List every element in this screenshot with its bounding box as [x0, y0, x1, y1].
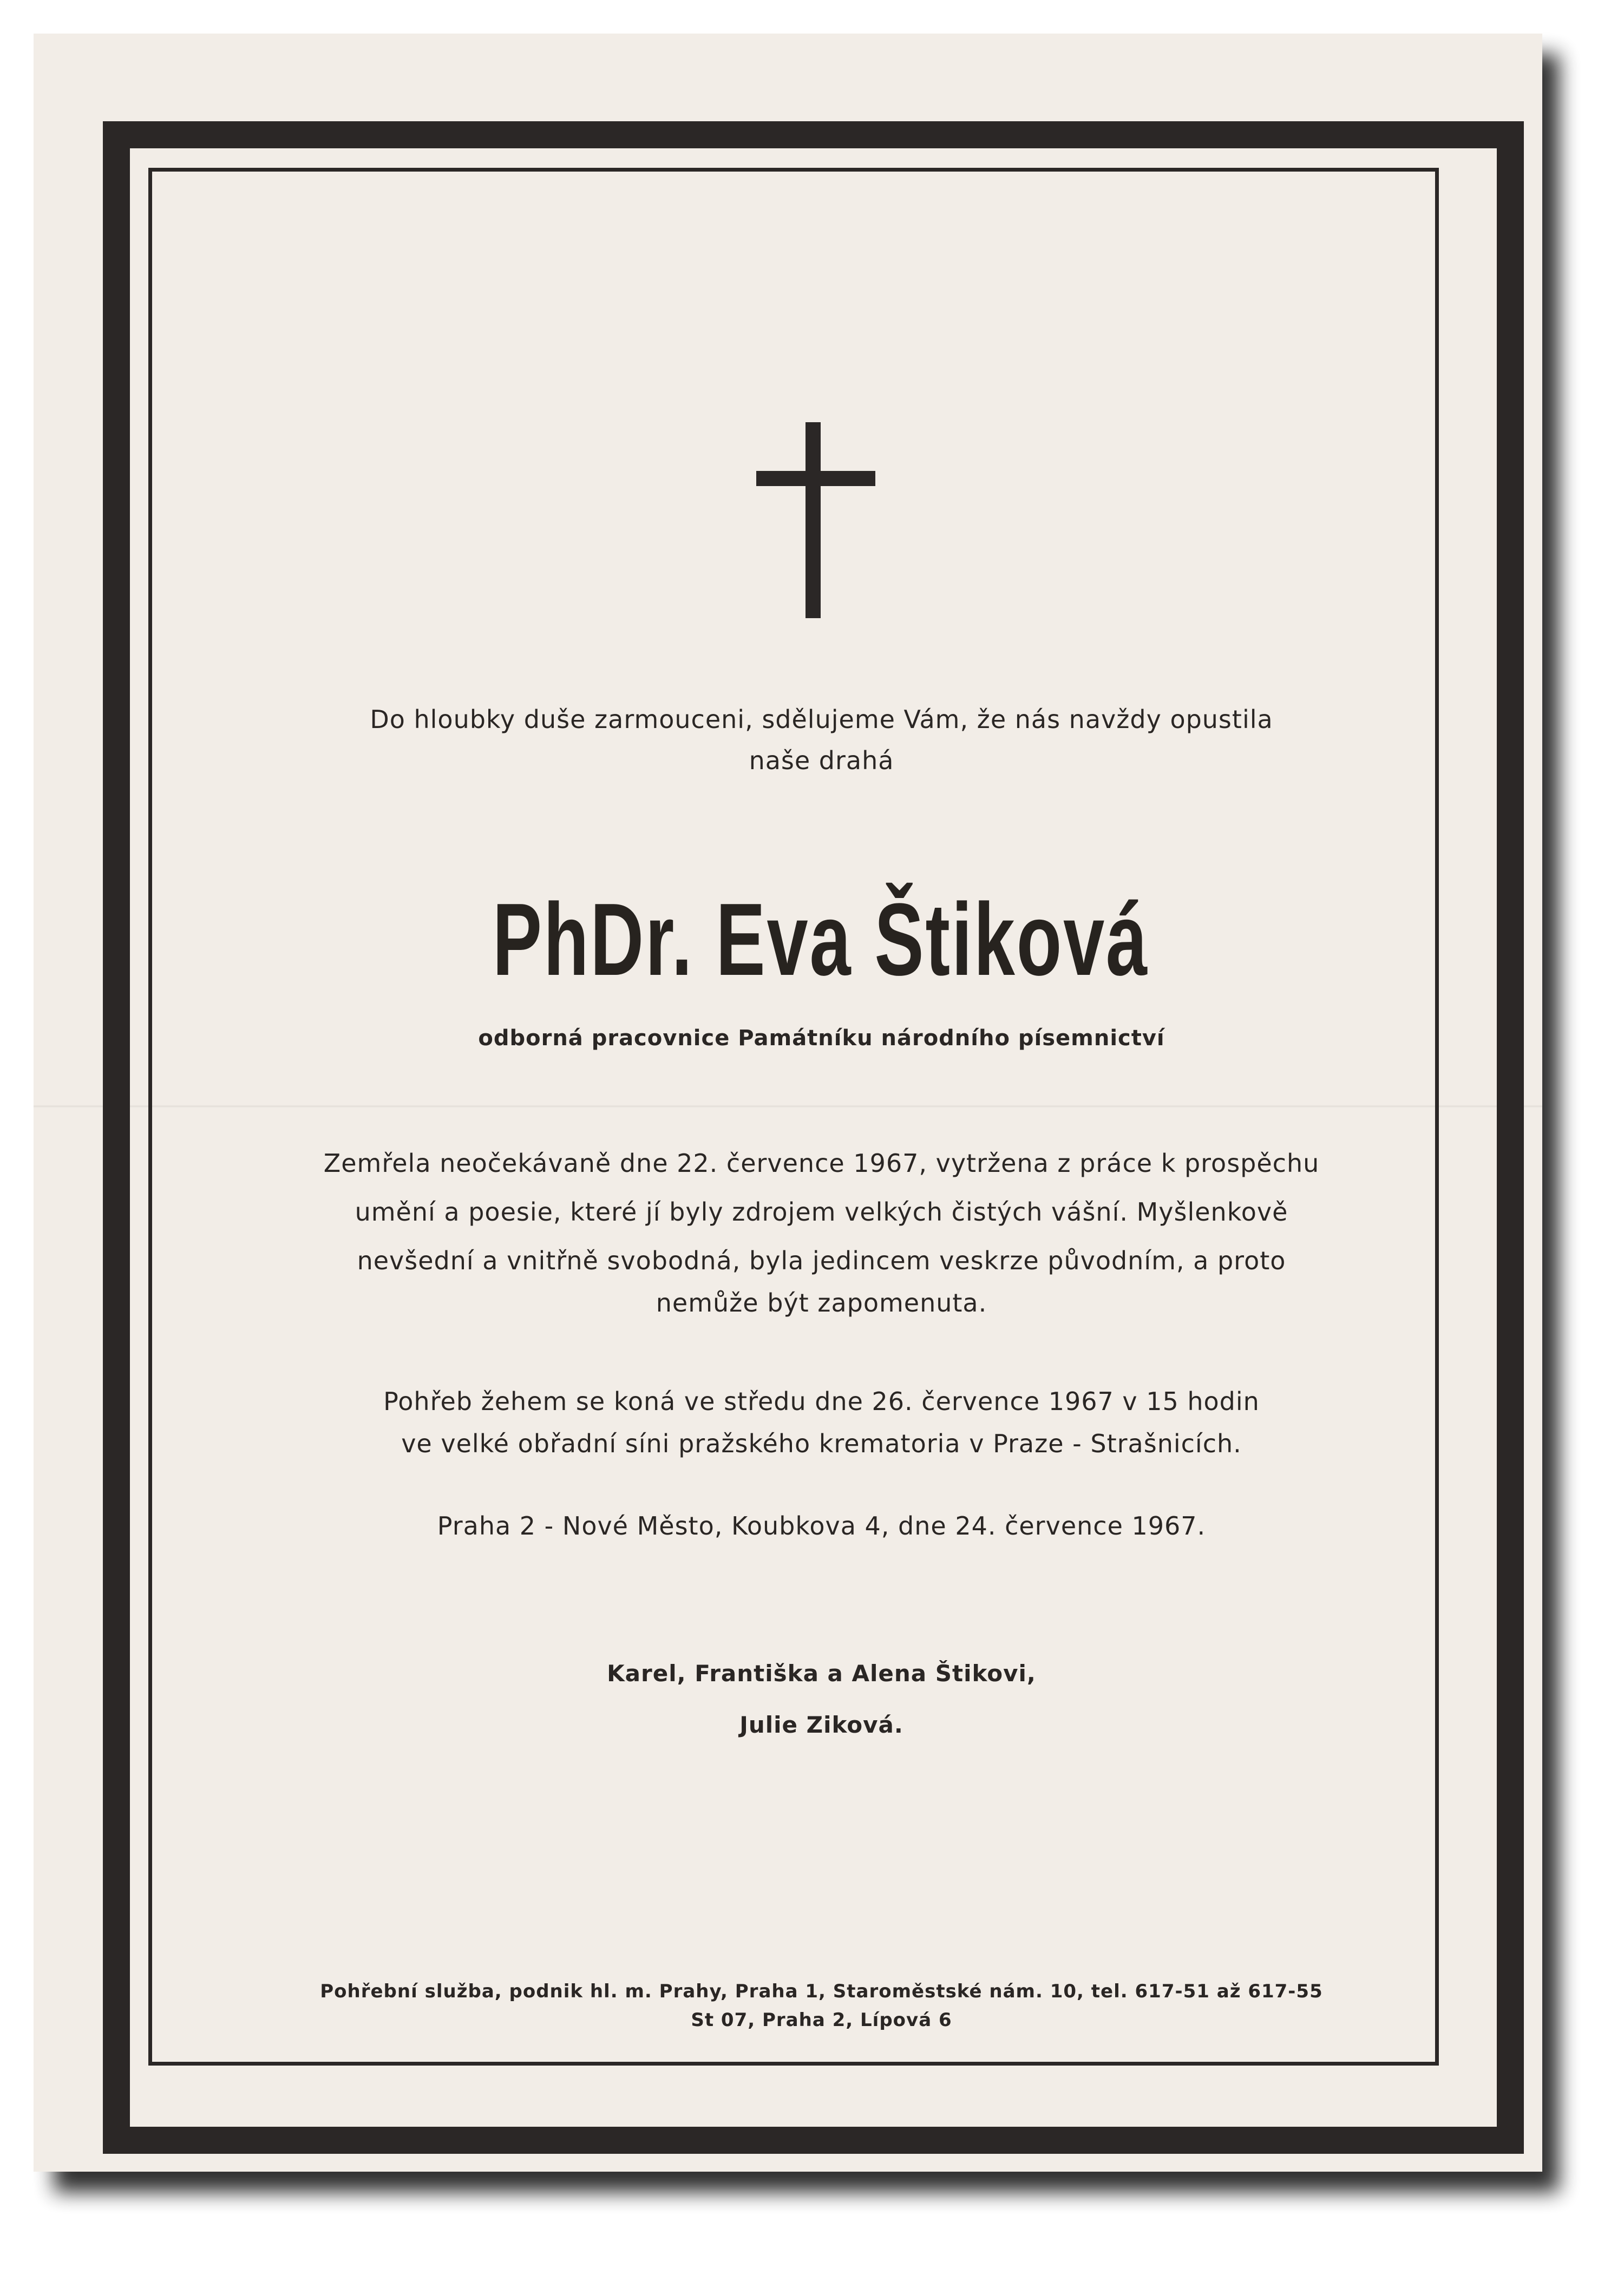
funeral-service-footer-2: St 07, Praha 2, Lípová 6: [691, 2009, 952, 2031]
mourning-border-inner: [148, 168, 1439, 2066]
funeral-service-footer-1: Pohřební služba, podnik hl. m. Prahy, Praha 1, Staroměstské nám. 10, tel. 617-51 až 617-55: [320, 1981, 1323, 2002]
deceased-name: PhDr. Eva Štiková: [492, 882, 1149, 997]
death-line-4: nemůže být zapomenuta.: [656, 1288, 987, 1318]
deceased-role: odborná pracovnice Památníku národního písemnictví: [478, 1026, 1165, 1051]
death-line-3: nevšední a vnitřně svobodná, byla jedincem veskrze původním, a proto: [357, 1246, 1286, 1275]
funeral-line-2: ve velké obřadní síni pražského krematoria v Praze - Strašnicích.: [401, 1429, 1242, 1458]
funeral-line-1: Pohřeb žehem se koná ve středu dne 26. července 1967 v 15 hodin: [383, 1387, 1260, 1416]
obituary-sheet: [34, 34, 1542, 2172]
intro-line-2: naše drahá: [749, 746, 894, 775]
intro-line-1: Do hloubky duše zarmouceni, sdělujeme Vám, že nás navždy opustila: [370, 705, 1273, 734]
death-line-2: umění a poesie, které jí byly zdrojem velkých čistých vášní. Myšlenkově: [355, 1197, 1288, 1227]
death-line-1: Zemřela neočekávaně dne 22. července 1967, vytržena z práce k prospěchu: [323, 1149, 1320, 1178]
signature-line-1: Karel, Františka a Alena Štikovi,: [607, 1660, 1036, 1687]
signature-line-2: Julie Ziková.: [739, 1712, 903, 1738]
place-and-date: Praha 2 - Nové Město, Koubkova 4, dne 24. července 1967.: [437, 1511, 1206, 1541]
